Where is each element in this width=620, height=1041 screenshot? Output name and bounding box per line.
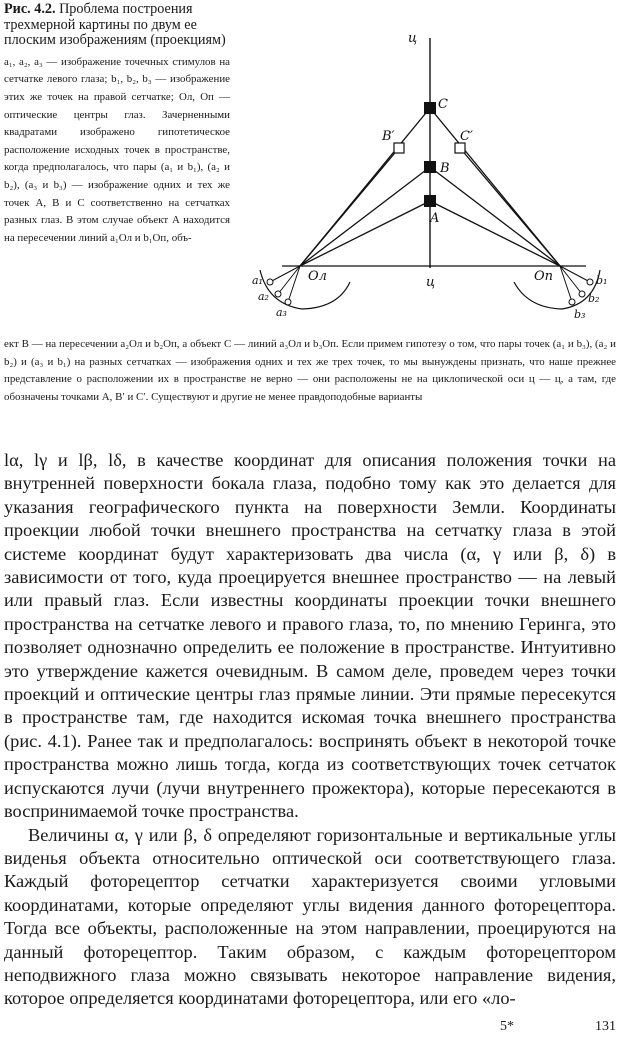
body-text <box>4 449 616 1011</box>
point-B-square <box>424 161 436 173</box>
retina-point-b3 <box>569 299 575 305</box>
figure-diagram <box>238 4 616 334</box>
point-A-square <box>424 195 436 207</box>
page-number: 131 <box>595 1019 616 1034</box>
caption-description: a₁, a₂, a₃ — изображение точечных стимулов на сетчатке левого глаза; b₁, b₂, b₃ — изображение этих же точек на правой сетчатке; Oл, Oп — оптические центры глаз. Зачерненными квадратами изображено гипотетическое расположение исходных точек в пространстве, когда предполагалось, что пары (a₁ и b₁), (a₂ и b₂), (a₃ и b₃) — изображение одних и тех же точек A, B и C соответственно на сетчатках разных глаз. В этом случае объект A находится на пересечении линий a₁Oл и b₁Oп, объ- <box>4 55 230 244</box>
body-paragraph-1: lα, lγ и lβ, lδ, в качестве координат для описания положения точки на внутренней поверхности бокала глаза, подобно тому как это делается для указания географического пункта на поверхности Земли. Координаты проекции любой точки внешнего пространства на сетчатку глаза в этой системе координат будут характеризовать два числа (α, γ или β, δ) в зависимости от того, куда проецируется внешнее пространство — на левый или правый глаз. Если известны координаты проекции точки внешнего пространства на сетчатке левого и правого глаза, то, по мнению Геринга, это позволяет однозначно определить ее положение в пространстве. Интуитивно это утверждение кажется очевидным. В самом деле, проведем через точки проекций и оптические центры глаз прямые линии. Эти прямые пересекутся в пространстве там, где находится искомая точка внешнего пространства (рис. 4.1). Ранее так и предполагалось: воспринять объект в некоторой точке пространства можно лишь тогда, когда из соответствующих точек сетчаток испускаются лучи (лучи внутреннего прожектора), которые пересекаются в воспринимаемой точке пространства. <box>4 450 616 822</box>
label-C: C <box>438 97 448 112</box>
ray-right-A <box>430 201 560 266</box>
ray-left-B <box>300 167 430 266</box>
retina-ray-b2 <box>560 266 582 294</box>
page-footer <box>500 1019 616 1035</box>
retina-point-a3 <box>285 299 291 305</box>
figure-caption <box>4 2 230 247</box>
caption-figure-label: Рис. 4.2. <box>4 1 56 17</box>
stereo-projection-figure <box>238 4 616 334</box>
retina-point-b2 <box>579 291 585 297</box>
retina-ray-a2 <box>278 266 300 294</box>
signature-mark: 5* <box>500 1019 514 1034</box>
ray-left-Bprime <box>300 148 399 266</box>
ray-right-B <box>430 167 560 266</box>
label-B: B <box>440 161 450 176</box>
left-eye-arc <box>260 270 350 309</box>
label-Bprime: B′ <box>382 129 395 144</box>
label-b2: b₂ <box>588 292 600 305</box>
ray-right-Cprime <box>460 148 560 266</box>
label-b3: b₃ <box>574 308 586 321</box>
point-Cprime-square <box>455 143 465 153</box>
label-O-right: Oп <box>534 269 554 284</box>
label-a3: a₃ <box>276 306 287 319</box>
retina-point-b1 <box>587 279 593 285</box>
retina-point-a1 <box>267 279 273 285</box>
retina-point-a2 <box>275 291 281 297</box>
body-paragraph-2: Величины α, γ или β, δ определяют горизонтальные и вертикальные углы виденья объекта относительно оптической оси соответствующего глаза. Каждый фоторецептор сетчатки характеризуется своими угловыми координатами, которые определяют углы видения данного фоторецептора. Тогда все объекты, расположенные на этом направлении, проецируются на данный фоторецептор. Таким образом, с каждым фоторецептором неподвижного глаза можно связывать некоторое направление видения, которое определяется координатами фоторецептора, или его «ло- <box>4 824 616 1009</box>
point-Bprime-square <box>394 143 404 153</box>
label-axis-top: ц <box>408 31 418 46</box>
ray-left-A <box>300 201 430 266</box>
label-A: A <box>430 211 440 226</box>
label-b1: b₁ <box>596 274 608 287</box>
caption-continuation: ект B — на пересечении a₂Oл и b₂Oп, а объект C — линий a₃Oл и b₃Oп. Если примем гипотезу о том, что пары точек (a₁ и b₃), (a₂ и b₂) и (a₃ и b₁) на разных сетчатках — изображения одних и тех же трех точек, то мы вынуждены признать, что наше прежнее представление о расположении их в пространстве не верно — они расположены не на циклопической оси ц — ц, а там, где обозначены точками A, B′ и C′. Существуют и другие не менее правдоподобные варианты <box>4 338 616 403</box>
label-Cprime: C′ <box>460 129 473 144</box>
label-O-left: Oл <box>308 269 327 284</box>
label-a2: a₂ <box>258 290 269 303</box>
label-axis-bottom: ц <box>426 275 436 290</box>
point-C-square <box>424 102 436 114</box>
caption-title <box>4 2 230 49</box>
caption-title-text: Проблема построения трехмерной картины по двум ее плоским изображениям (проекциям) <box>4 1 226 49</box>
label-a1: a₁ <box>252 274 263 287</box>
